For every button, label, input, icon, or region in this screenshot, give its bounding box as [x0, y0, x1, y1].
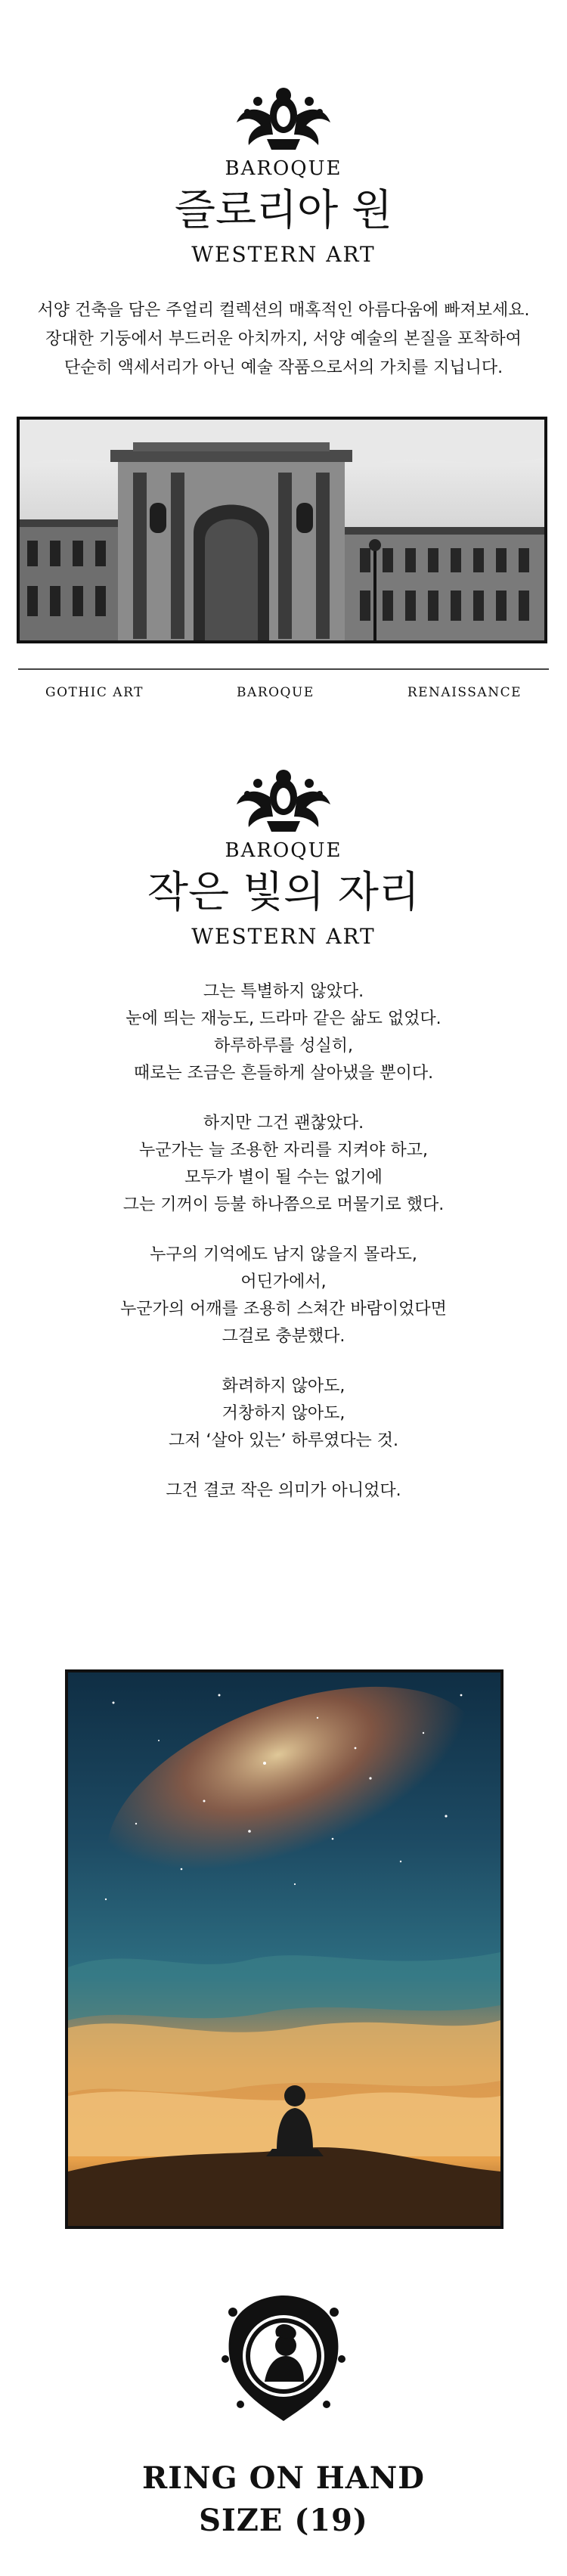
poem-line: 거창하지 않아도,: [222, 1404, 345, 1423]
poem: [0, 978, 567, 1527]
poem-stanza: [0, 1110, 567, 1219]
poem-line: 그저 ‘살아 있는’ 하루였다는 것.: [169, 1431, 398, 1450]
header-subtitle: WESTERN ART: [191, 241, 376, 267]
page-title: 즐로리아 원: [174, 186, 393, 235]
section-subtitle: WESTERN ART: [191, 923, 376, 949]
intro-text: [0, 296, 567, 383]
poem-line: 어딘가에서,: [240, 1273, 327, 1291]
baroque-crest-icon: [231, 764, 336, 833]
architecture-photo: [17, 417, 547, 643]
nav-item-renaissance[interactable]: RENAISSANCE: [407, 685, 522, 700]
poem-line: 누구의 기억에도 남지 않을지 몰라도,: [150, 1245, 417, 1264]
intro-line: 단순히 액세서리가 아닌 예술 작품으로서의 가치를 지닙니다.: [64, 358, 503, 377]
poem-line: 눈에 띄는 재능도, 드라마 같은 삶도 없었다.: [125, 1009, 442, 1028]
section-title: 작은 빛의 자리: [147, 868, 420, 917]
poem-line: 그걸로 충분했다.: [222, 1327, 345, 1346]
intro-line: 서양 건축을 담은 주얼리 컬렉션의 매혹적인 아름다움에 빠져보세요.: [37, 301, 530, 320]
header-eyebrow: BAROQUE: [225, 157, 342, 180]
poem-line: 그건 결코 작은 의미가 아니었다.: [166, 1481, 401, 1500]
nav-item-baroque[interactable]: BAROQUE: [237, 685, 314, 700]
footer-line-1: RING ON HAND: [141, 2460, 425, 2496]
baroque-crest-icon: [231, 82, 336, 151]
poem-line: 하지만 그건 괜찮았다.: [203, 1114, 364, 1133]
section-eyebrow: BAROQUE: [225, 839, 342, 862]
footer-caption: [0, 2457, 567, 2542]
poem-line: 누군가의 어깨를 조용히 스쳐간 바람이었다면: [120, 1300, 447, 1319]
poem-line: 화려하지 않아도,: [222, 1377, 345, 1396]
poem-stanza: [0, 1477, 567, 1505]
poem-line: 모두가 별이 될 수는 없기에: [184, 1168, 383, 1187]
poem-stanza: [0, 1373, 567, 1455]
poem-line: 그는 특별하지 않았다.: [203, 982, 364, 1001]
footer-line-2: SIZE (19): [199, 2503, 368, 2538]
poem-line: 때로는 조금은 흔들하게 살아냈을 뿐이다.: [133, 1064, 434, 1083]
poem-stanza: [0, 1242, 567, 1350]
intro-line: 장대한 기둥에서 부드러운 아치까지, 서양 예술의 본질을 포착하여: [45, 330, 522, 349]
category-nav: [0, 685, 567, 715]
divider: [18, 668, 549, 670]
poem-line: 누군가는 늘 조용한 자리를 지켜야 하고,: [139, 1141, 428, 1160]
poem-line: 그는 기꺼이 등불 하나쯤으로 머물기로 했다.: [122, 1195, 445, 1214]
starry-sky-artwork: [65, 1669, 503, 2229]
poem-line: 하루하루를 성실히,: [213, 1037, 353, 1056]
medallion-portrait-icon: [218, 2291, 349, 2427]
poem-stanza: [0, 978, 567, 1087]
nav-item-gothic-art[interactable]: GOTHIC ART: [45, 685, 144, 700]
